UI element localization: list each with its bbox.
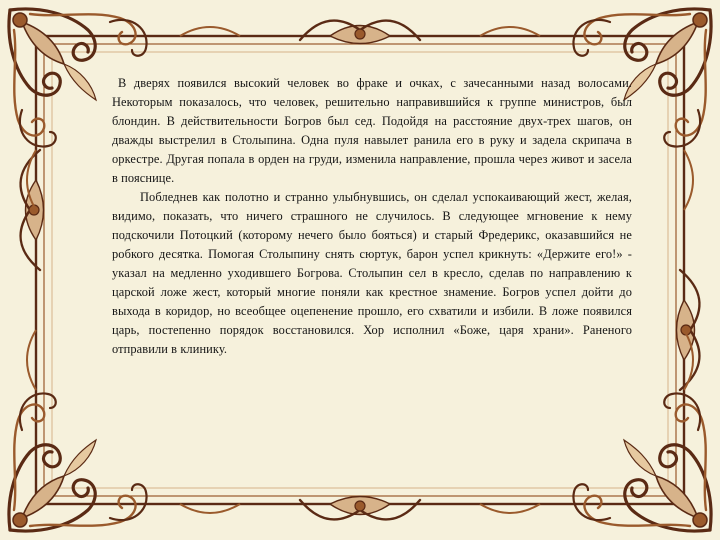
corner-ornament-bottom-right [573, 393, 711, 531]
paragraph-1: В дверях появился высокий человек во фраке и очках, с зачесанными назад волосами. Некоторым показалось, что человек, решительно направившийся к группе министров, был блондин. В действительности Богров был сед. Подойдя на расстояние двух-трех шагов, он дважды выстрелил в Столыпина. Одна пуля навылет ранила его в руку и задела скрипача в оркестре. Другая попала в орден на груди, изменила направление, прошла через живот и засела в пояснице. [112, 76, 632, 185]
corner-ornament-bottom-left [9, 393, 147, 531]
paragraph-2: Побледнев как полотно и странно улыбнувшись, он сделал успокаивающий жест, желая, видимо, показать, что ничего страшного не случилось. В следующее мгновение к нему подскочили Потоцкий (которому нечего было бояться) и старый Фредерикс, оказавшийся не робкого десятка. Помогая Столыпину снять сюртук, барон успел крикнуть: «Держите его!» - указал на медленно уходившего Богрова. Столыпин сел в кресло, сделав по направлению к царской ложе жест, который многие поняли как крестное знамение. Богров успел дойти до выхода в коридор, но всеобщее оцепенение прошло, его схватили и избили. В ложе появился царь, постепенно порядок восстановился. Хор исполнил «Боже, царя храни». Раненого отправили в клинику. [112, 190, 632, 356]
document-text [112, 74, 632, 359]
